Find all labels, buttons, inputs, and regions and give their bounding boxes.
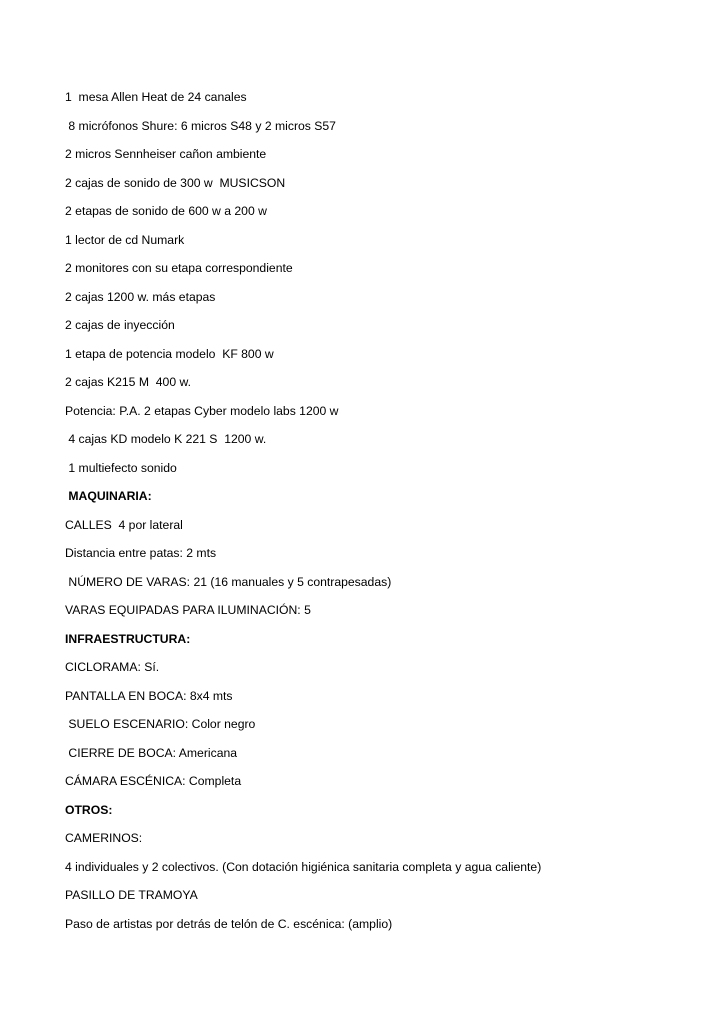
- text-line: 2 micros Sennheiser cañon ambiente: [65, 147, 267, 161]
- text-line: 1 mesa Allen Heat de 24 canales: [65, 90, 247, 104]
- text-line: 8 micrófonos Shure: 6 micros S48 y 2 micros S57: [65, 118, 336, 133]
- text-line: 1 multiefecto sonido: [65, 460, 177, 475]
- text-line: VARAS EQUIPADAS PARA ILUMINACIÓN: 5: [65, 603, 311, 617]
- text-line: Distancia entre patas: 2 mts: [65, 546, 217, 560]
- text-line: PASILLO DE TRAMOYA: [65, 888, 198, 902]
- text-line: SUELO ESCENARIO: Color negro: [65, 717, 256, 731]
- text-line: CICLORAMA: Sí.: [65, 660, 160, 674]
- text-line: 2 monitores con su etapa correspondiente: [65, 261, 293, 275]
- text-line: 1 lector de cd Numark: [65, 232, 185, 247]
- text-line: NÚMERO DE VARAS: 21 (16 manuales y 5 contrapesadas): [65, 574, 392, 589]
- text-line: PANTALLA EN BOCA: 8x4 mts: [65, 688, 233, 703]
- text-line: 1 etapa de potencia modelo KF 800 w: [65, 346, 274, 361]
- text-line: 2 cajas de inyección: [65, 318, 175, 332]
- text-line: CALLES 4 por lateral: [65, 517, 183, 532]
- section-heading: INFRAESTRUCTURA:: [65, 631, 191, 646]
- text-line: 4 cajas KD modelo K 221 S 1200 w.: [65, 432, 267, 446]
- text-line: 2 cajas K215 M 400 w.: [65, 375, 192, 389]
- text-line: 2 etapas de sonido de 600 w a 200 w: [65, 204, 267, 218]
- document-body: [65, 88, 705, 943]
- text-line: CÁMARA ESCÉNICA: Completa: [65, 774, 242, 788]
- section-heading: OTROS:: [65, 802, 113, 817]
- text-line: 4 individuales y 2 colectivos. (Con dotación higiénica sanitaria completa y agua caliente): [65, 859, 542, 874]
- text-line: Paso de artistas por detrás de telón de C. escénica: (amplio): [65, 916, 393, 931]
- text-line: CAMERINOS:: [65, 831, 143, 845]
- text-line: 2 cajas 1200 w. más etapas: [65, 289, 216, 304]
- text-line: CIERRE DE BOCA: Americana: [65, 745, 238, 760]
- text-line: 2 cajas de sonido de 300 w MUSICSON: [65, 175, 286, 190]
- text-line: Potencia: P.A. 2 etapas Cyber modelo labs 1200 w: [65, 403, 339, 418]
- section-heading: MAQUINARIA:: [65, 489, 152, 503]
